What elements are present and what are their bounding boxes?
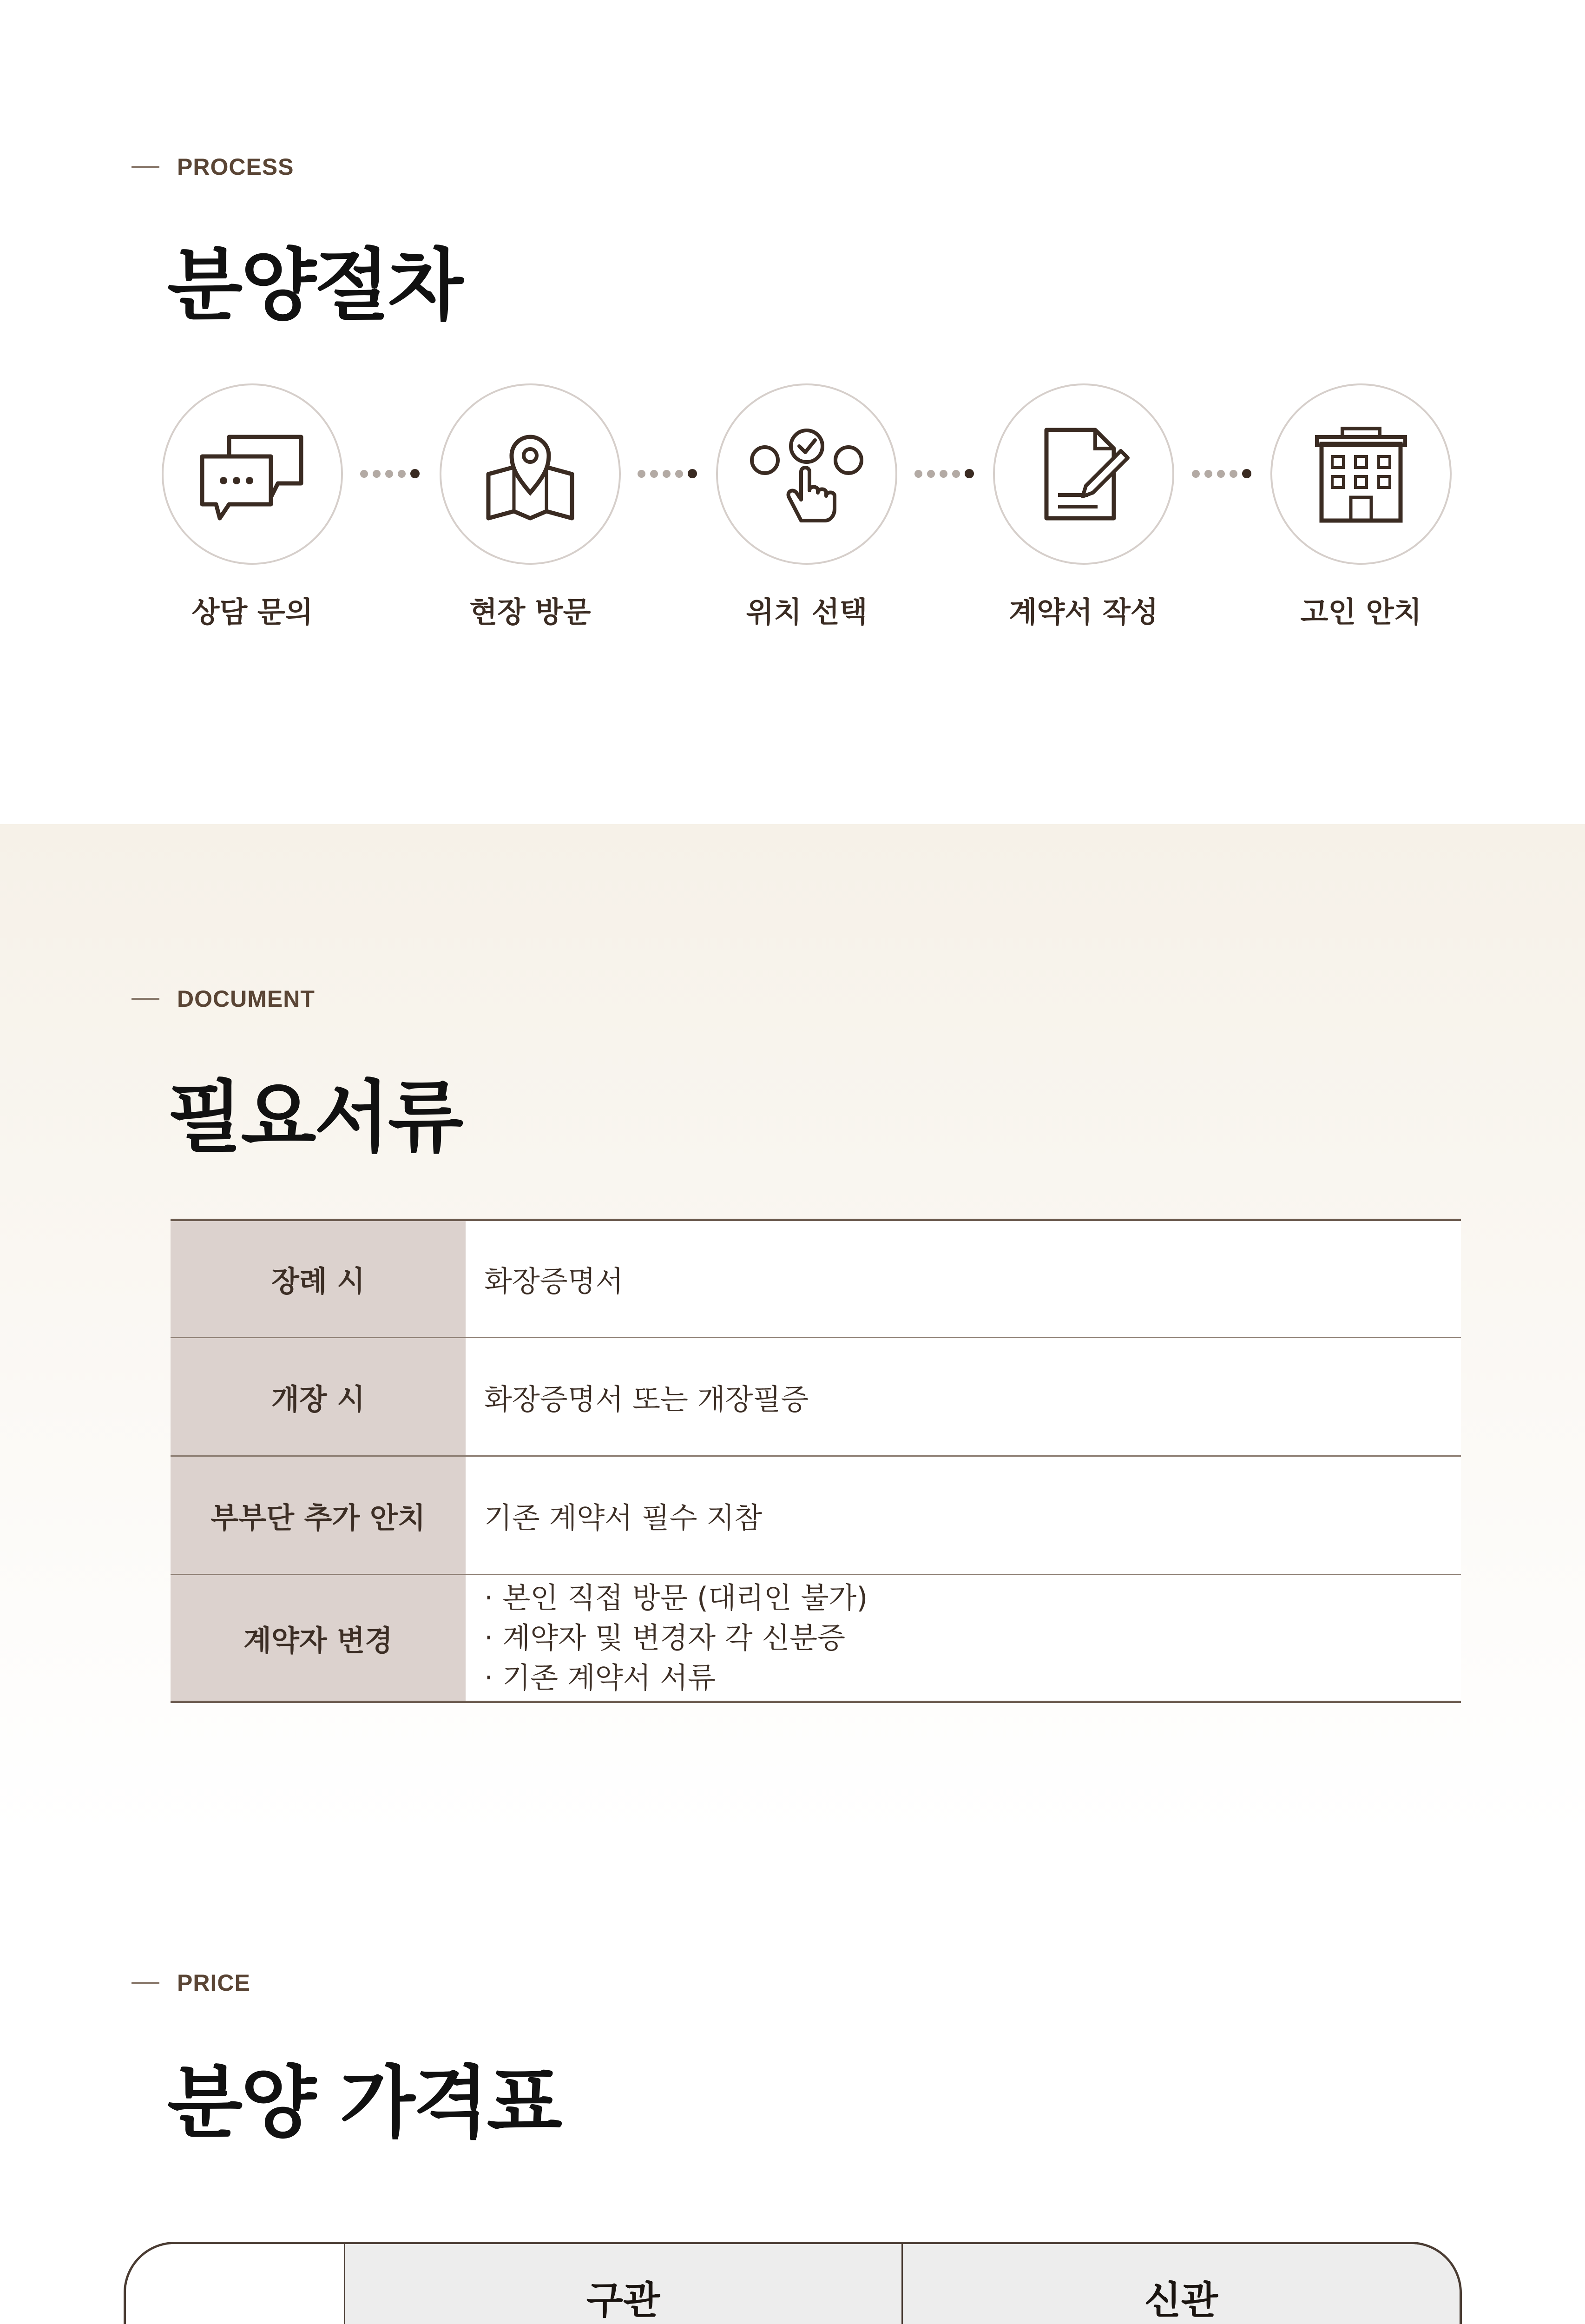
doc-key: 장례 시 [171,1220,466,1338]
price-eyebrow [132,1969,250,1996]
doc-key: 개장 시 [171,1338,466,1456]
step-circle [716,383,897,565]
doc-value-line: · 기존 계약서 서류 [484,1661,716,1695]
doc-key: 계약자 변경 [171,1575,466,1702]
map-pin-icon [479,423,581,525]
step-connector [360,469,420,478]
table-row [171,1220,1461,1338]
step-connector [1192,469,1251,478]
doc-value: 기존 계약서 필수 지참 [466,1456,1461,1575]
step-connector [638,469,697,478]
process-title: 분양절차 [167,240,462,331]
process-step-contract [991,383,1177,630]
building-icon [1310,423,1412,525]
document-eyebrow-text: DOCUMENT [177,986,315,1012]
step-circle [162,383,343,565]
select-location-icon [746,421,867,528]
doc-value-line: · 계약자 및 변경자 각 신분증 [484,1621,846,1655]
step-label-contract: 계약서 작성 [1009,595,1158,629]
table-row [171,1575,1461,1702]
eyebrow-dash [132,1982,159,1984]
price-title: 분양 가격표 [167,2057,560,2148]
required-documents-table [171,1219,1461,1703]
step-label-select: 위치 선택 [746,595,868,629]
eyebrow-dash [132,998,159,1000]
step-circle [1270,383,1452,565]
price-table [126,2244,1460,2324]
process-step-enshrine [1268,383,1454,630]
document-title: 필요서류 [167,1072,462,1163]
process-step-select [714,383,900,630]
price-eyebrow-text: PRICE [177,1970,250,1996]
process-step-visit [437,383,623,630]
table-header-row [126,2244,1460,2324]
table-row [171,1456,1461,1575]
doc-value: 화장증명서 또는 개장필증 [466,1338,1461,1456]
process-step-consult [159,383,345,630]
table-row [171,1338,1461,1456]
step-connector [914,469,974,478]
group-header-old: 구관 [344,2244,902,2324]
step-label-enshrine: 고인 안치 [1300,595,1422,629]
document-eyebrow [132,985,315,1012]
step-label-consult: 상담 문의 [191,595,313,629]
step-circle [993,383,1174,565]
process-eyebrow-text: PROCESS [177,154,294,180]
doc-value-list [466,1575,1461,1702]
step-circle [440,383,621,565]
process-eyebrow [132,153,294,180]
doc-value-line: · 본인 직접 방문 (대리인 불가) [484,1581,868,1615]
group-header-new: 신관 [902,2244,1460,2324]
corner-header [126,2244,344,2324]
step-label-visit: 현장 방문 [469,595,591,629]
doc-value: 화장증명서 [466,1220,1461,1338]
doc-key: 부부단 추가 안치 [171,1456,466,1575]
eyebrow-dash [132,166,159,168]
contract-pen-icon [1037,423,1130,525]
price-table-container [124,2242,1462,2324]
chat-bubbles-icon [197,428,308,521]
